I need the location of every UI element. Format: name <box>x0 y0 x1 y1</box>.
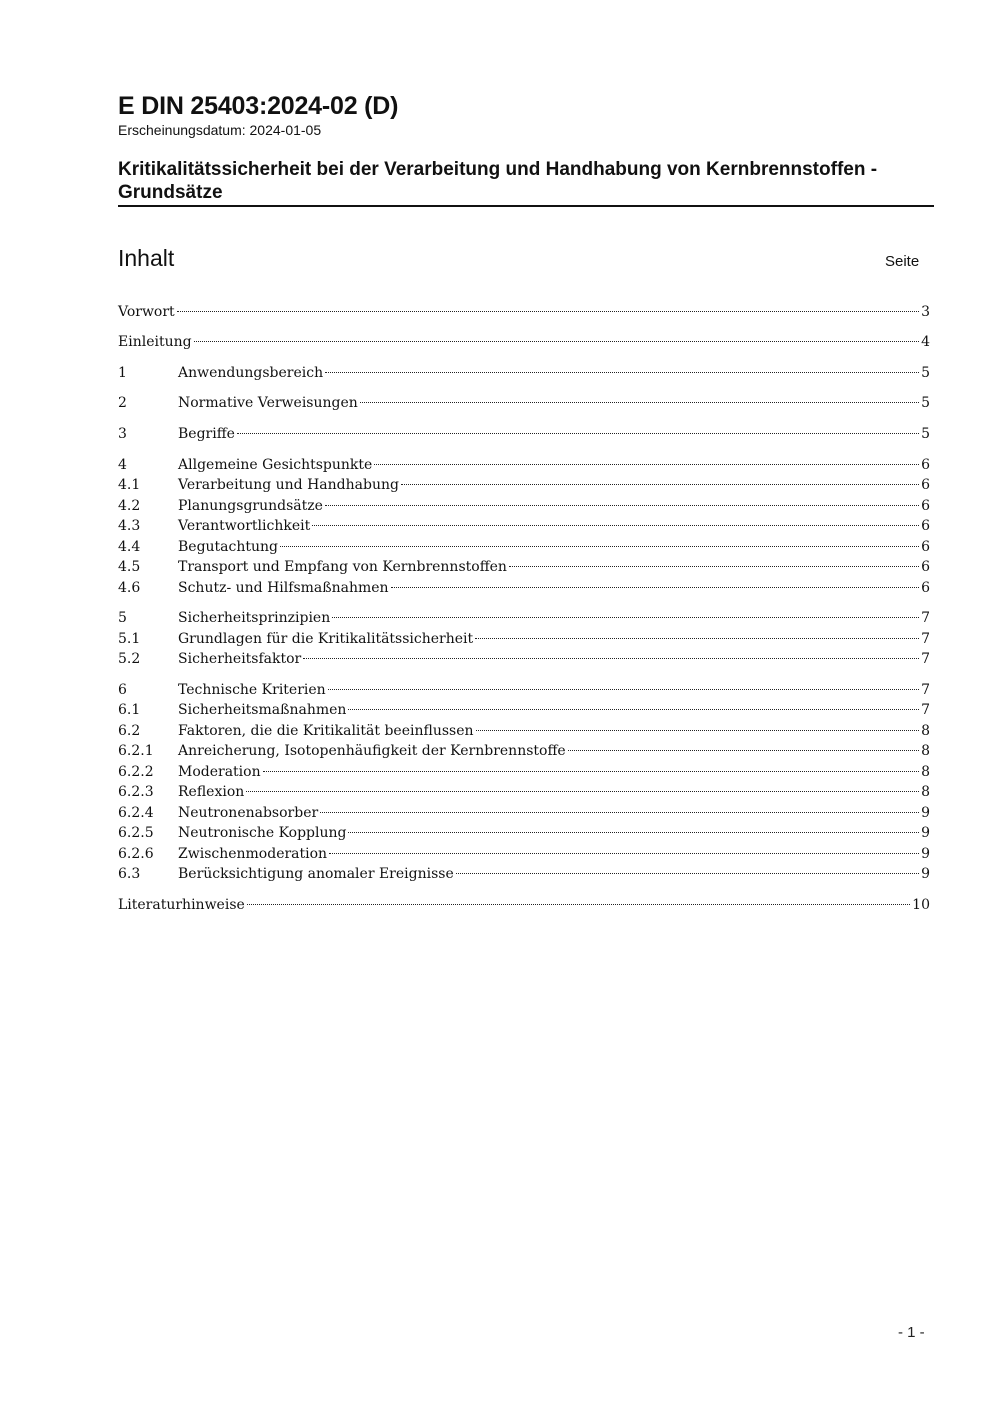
toc-entry-page: 5 <box>921 365 930 381</box>
toc-leader-dots <box>332 617 919 618</box>
toc-entry-title: Verantwortlichkeit <box>178 518 311 534</box>
toc-entry-page: 8 <box>921 764 930 780</box>
toc-leader-dots <box>360 402 919 403</box>
toc-entry-page: 4 <box>921 334 930 350</box>
toc-entry-number: 4.3 <box>118 518 141 534</box>
toc-entry-3[interactable] <box>118 424 930 444</box>
toc-entry-title: Neutronische Kopplung <box>178 825 347 841</box>
toc-entry-number: 2 <box>118 395 127 411</box>
document-number: E DIN 25403:2024-02 (D) <box>118 92 399 120</box>
toc-entry-page: 9 <box>921 866 930 882</box>
toc-leader-dots <box>303 658 919 659</box>
toc-page-column-label: Seite <box>885 253 920 270</box>
toc-entry-vorwort[interactable] <box>118 302 930 322</box>
toc-entry-title: Begriffe <box>178 426 235 442</box>
toc-leader-dots <box>247 904 910 905</box>
toc-entry-6-2-6[interactable] <box>118 844 930 864</box>
toc-entry-literaturhinweise[interactable] <box>118 895 930 915</box>
toc-entry-number: 5 <box>118 610 127 626</box>
toc-leader-dots <box>456 873 919 874</box>
toc-entry-title: Planungsgrundsätze <box>178 498 323 514</box>
toc-entry-number: 4.2 <box>118 498 141 514</box>
toc-entry-title: Sicherheitsprinzipien <box>178 610 331 626</box>
title-divider <box>118 205 934 207</box>
toc-leader-dots <box>263 771 919 772</box>
toc-leader-dots <box>280 546 919 547</box>
toc-entry-page: 6 <box>921 477 930 493</box>
toc-entry-page: 8 <box>921 723 930 739</box>
toc-leader-dots <box>401 484 919 485</box>
toc-entry-6-2-5[interactable] <box>118 823 930 843</box>
toc-entry-2[interactable] <box>118 393 930 413</box>
toc-entry-title: Anwendungsbereich <box>178 365 324 381</box>
toc-entry-5-2[interactable] <box>118 649 930 669</box>
toc-entry-6-2-1[interactable] <box>118 741 930 761</box>
toc-entry-number: 1 <box>118 365 127 381</box>
toc-entry-page: 8 <box>921 743 930 759</box>
toc-entry-title: Literaturhinweise <box>118 897 245 913</box>
toc-entry-6-2-3[interactable] <box>118 782 930 802</box>
page-number: - 1 - <box>898 1324 925 1341</box>
toc-entry-4[interactable] <box>118 455 930 475</box>
toc-entry-number: 4 <box>118 457 127 473</box>
toc-entry-page: 9 <box>921 846 930 862</box>
toc-entry-number: 6.2.6 <box>118 846 154 862</box>
toc-entry-page: 7 <box>921 651 930 667</box>
toc-entry-title: Zwischenmoderation <box>178 846 328 862</box>
toc-leader-dots <box>476 730 920 731</box>
toc-entry-6[interactable] <box>118 680 930 700</box>
toc-entry-number: 6.2.5 <box>118 825 154 841</box>
toc-entry-title: Faktoren, die die Kritikalität beeinflussen <box>178 723 474 739</box>
toc-entry-title: Vorwort <box>118 304 175 320</box>
toc-entry-number: 4.5 <box>118 559 141 575</box>
toc-entry-number: 6.2 <box>118 723 141 739</box>
toc-entry-page: 3 <box>921 304 930 320</box>
toc-entry-number: 6.2.1 <box>118 743 154 759</box>
toc-entry-title: Technische Kriterien <box>178 682 326 698</box>
toc-entry-4-2[interactable] <box>118 496 930 516</box>
toc-entry-5[interactable] <box>118 608 930 628</box>
toc-entry-page: 6 <box>921 559 930 575</box>
toc-leader-dots <box>348 832 919 833</box>
toc-entry-page: 9 <box>921 805 930 821</box>
toc-leader-dots <box>329 853 919 854</box>
toc-entry-number: 6 <box>118 682 127 698</box>
toc-entry-page: 6 <box>921 518 930 534</box>
toc-entry-number: 6.2.2 <box>118 764 154 780</box>
document-title: Kritikalitätssicherheit bei der Verarbeitung und Handhabung von Kernbrennstoffen - Grundsätze <box>118 159 878 203</box>
toc-entry-4-4[interactable] <box>118 537 930 557</box>
toc-entry-page: 8 <box>921 784 930 800</box>
toc-entry-6-2-4[interactable] <box>118 803 930 823</box>
toc-entry-page: 7 <box>921 631 930 647</box>
toc-entry-title: Schutz- und Hilfsmaßnahmen <box>178 580 389 596</box>
toc-entry-title: Allgemeine Gesichtspunkte <box>178 457 373 473</box>
toc-leader-dots <box>348 709 919 710</box>
toc-entry-4-3[interactable] <box>118 516 930 536</box>
toc-entry-einleitung[interactable] <box>118 332 930 352</box>
toc-leader-dots <box>328 689 919 690</box>
toc-entry-title: Moderation <box>178 764 261 780</box>
toc-entry-title: Sicherheitsmaßnahmen <box>178 702 347 718</box>
toc-leader-dots <box>391 587 920 588</box>
toc-leader-dots <box>475 638 919 639</box>
toc-entry-5-1[interactable] <box>118 629 930 649</box>
toc-entry-6-3[interactable] <box>118 864 930 884</box>
toc-entry-page: 10 <box>912 897 930 913</box>
toc-entry-number: 5.1 <box>118 631 141 647</box>
toc-entry-page: 7 <box>921 682 930 698</box>
toc-entry-4-5[interactable] <box>118 557 930 577</box>
toc-entry-number: 6.2.4 <box>118 805 154 821</box>
toc-entry-title: Verarbeitung und Handhabung <box>178 477 399 493</box>
toc-entry-page: 5 <box>921 426 930 442</box>
toc-leader-dots <box>325 372 919 373</box>
toc-leader-dots <box>568 750 919 751</box>
toc-leader-dots <box>374 464 919 465</box>
toc-entry-number: 6.3 <box>118 866 141 882</box>
toc-entry-page: 6 <box>921 498 930 514</box>
toc-entry-number: 4.4 <box>118 539 141 555</box>
toc-entry-title: Berücksichtigung anomaler Ereignisse <box>178 866 454 882</box>
toc-entry-page: 7 <box>921 610 930 626</box>
toc-entry-number: 4.6 <box>118 580 141 596</box>
toc-entry-title: Sicherheitsfaktor <box>178 651 302 667</box>
toc-leader-dots <box>246 791 919 792</box>
toc-entry-title: Normative Verweisungen <box>178 395 358 411</box>
toc-entry-page: 7 <box>921 702 930 718</box>
toc-entry-page: 5 <box>921 395 930 411</box>
toc-entry-4-1[interactable] <box>118 475 930 495</box>
toc-entry-page: 6 <box>921 580 930 596</box>
toc-entry-number: 3 <box>118 426 127 442</box>
toc-entry-page: 6 <box>921 539 930 555</box>
toc-leader-dots <box>509 566 919 567</box>
toc-leader-dots <box>312 525 919 526</box>
toc-entry-number: 6.1 <box>118 702 141 718</box>
toc-entry-4-6[interactable] <box>118 578 930 598</box>
toc-entry-1[interactable] <box>118 363 930 383</box>
toc-entry-title: Reflexion <box>178 784 245 800</box>
publication-date: Erscheinungsdatum: 2024-01-05 <box>118 122 322 138</box>
toc-leader-dots <box>177 311 919 312</box>
toc-entry-page: 9 <box>921 825 930 841</box>
toc-entry-number: 4.1 <box>118 477 141 493</box>
toc-leader-dots <box>237 433 919 434</box>
toc-entry-6-1[interactable] <box>118 700 930 720</box>
toc-heading: Inhalt <box>118 245 175 271</box>
toc-leader-dots <box>320 812 919 813</box>
toc-entry-title: Anreicherung, Isotopenhäufigkeit der Kernbrennstoffe <box>178 743 566 759</box>
toc-entry-title: Neutronenabsorber <box>178 805 319 821</box>
toc-entry-title: Grundlagen für die Kritikalitätssicherheit <box>178 631 474 647</box>
toc-entry-number: 6.2.3 <box>118 784 154 800</box>
toc-entry-title: Transport und Empfang von Kernbrennstoffen <box>178 559 507 575</box>
toc-leader-dots <box>194 341 920 342</box>
toc-entry-6-2[interactable] <box>118 721 930 741</box>
toc-entry-title: Einleitung <box>118 334 192 350</box>
toc-entry-6-2-2[interactable] <box>118 762 930 782</box>
toc-leader-dots <box>325 505 919 506</box>
toc-entry-title: Begutachtung <box>178 539 279 555</box>
toc-entry-page: 6 <box>921 457 930 473</box>
toc-entry-number: 5.2 <box>118 651 141 667</box>
